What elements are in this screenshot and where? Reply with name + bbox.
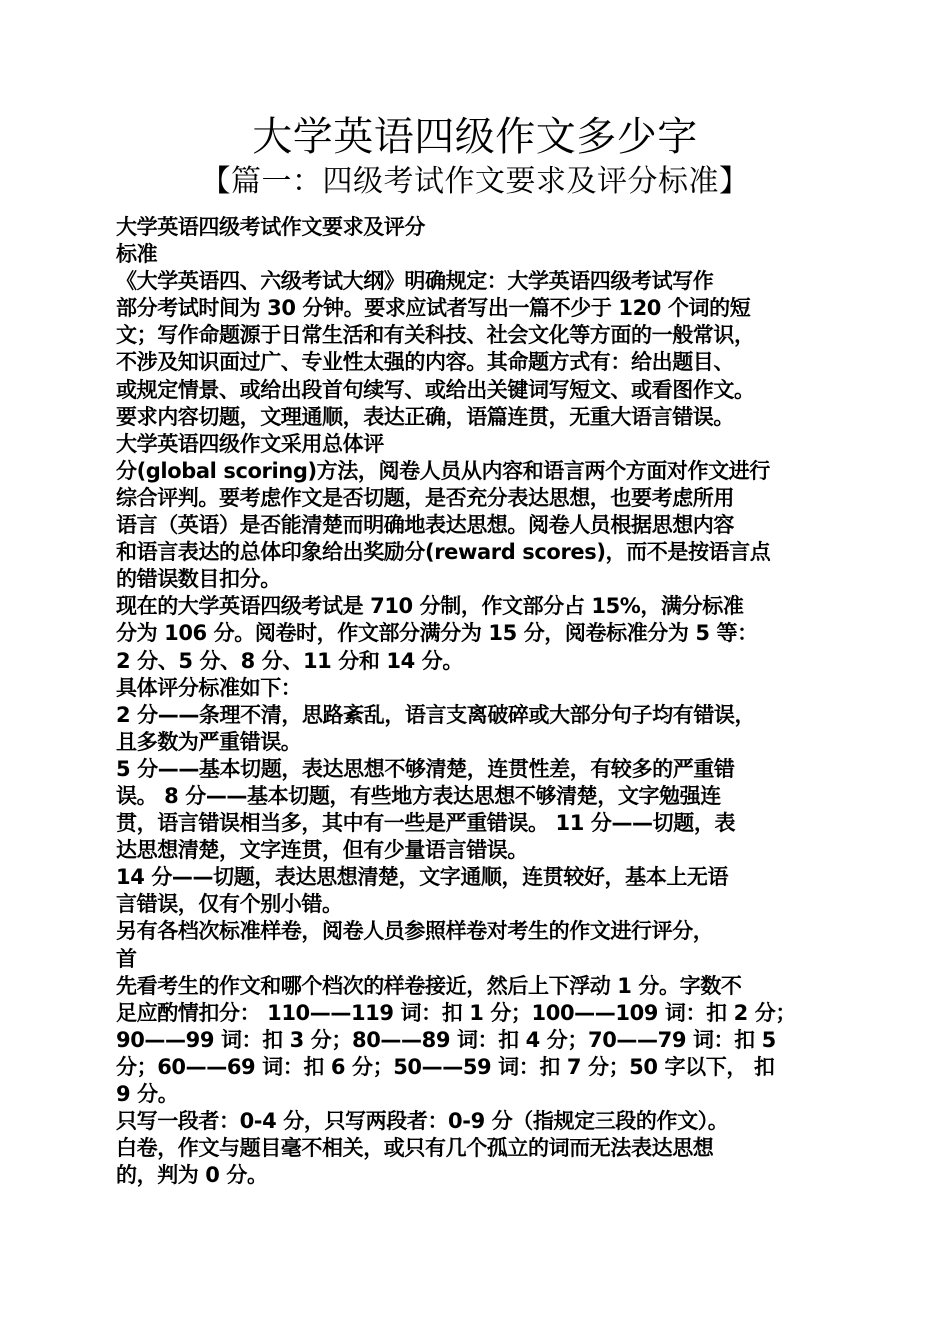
text-line: 足应酌情扣分： 110——119 词：扣 1 分；100——109 词：扣 2 分；	[116, 1000, 796, 1025]
text-line: 另有各档次标准样卷，阅卷人员参照样卷对考生的作文进行评分，	[116, 919, 714, 944]
text-line: 的错误数目扣分。	[116, 567, 281, 592]
text-line: 分；60——69 词：扣 6 分；50——59 词：扣 7 分；50 字以下， 扣	[116, 1054, 775, 1079]
text-line: 现在的大学英语四级考试是 710 分制，作文部分占 15%，满分标准	[116, 594, 744, 619]
text-line: 2 分、5 分、8 分、11 分和 14 分。	[116, 648, 463, 673]
text-line: 90——99 词：扣 3 分；80——89 词：扣 4 分；70——79 词：扣 5	[116, 1027, 776, 1052]
text-line: 只写一段者：0-4 分，只写两段者：0-9 分（指规定三段的作文）。	[116, 1109, 729, 1134]
text-line: 和语言表达的总体印象给出奖励分(reward scores)，而不是按语言点	[116, 540, 771, 565]
text-line: 5 分——基本切题，表达思想不够清楚，连贯性差，有较多的严重错	[116, 756, 735, 781]
document-title: 大学英语四级作文多少字	[252, 114, 698, 160]
text-line: 不涉及知识面过广、专业性太强的内容。其命题方式有：给出题目、	[116, 350, 734, 375]
text-line: 文；写作命题源于日常生活和有关科技、社会文化等方面的一般常识，	[116, 323, 755, 348]
text-line: 大学英语四级考试作文要求及评分	[116, 215, 425, 239]
text-line: 2 分——条理不清，思路紊乱，语言支离破碎或大部分句子均有错误，	[116, 702, 756, 727]
text-line: 分为 106 分。阅卷时，作文部分满分为 15 分，阅卷标准分为 5 等：	[116, 621, 758, 646]
text-line: 标准	[116, 242, 158, 267]
text-line: 贯，语言错误相当多，其中有一些是严重错误。 11 分——切题，表	[116, 811, 736, 836]
text-line: 《大学英语四、六级考试大纲》明确规定：大学英语四级考试写作	[116, 269, 714, 294]
text-line: 具体评分标准如下：	[116, 675, 302, 700]
text-line: 且多数为严重错误。	[116, 729, 302, 754]
text-line: 要求内容切题，文理通顺，表达正确，语篇连贯，无重大语言错误。	[116, 404, 734, 429]
text-line: 误。 8 分——基本切题，有些地方表达思想不够清楚，文字勉强连	[116, 783, 721, 808]
text-line: 14 分——切题，表达思想清楚，文字通顺，连贯较好，基本上无语	[116, 865, 729, 890]
text-line: 达思想清楚，文字连贯，但有少量语言错误。	[116, 838, 528, 863]
text-line: 或规定情景、或给出段首句续写、或给出关键词写短文、或看图作文。	[116, 377, 755, 402]
text-line: 白卷，作文与题目毫不相关，或只有几个孤立的词而无法表达思想	[116, 1136, 714, 1161]
document-subtitle: 【篇一：四级考试作文要求及评分标准】	[200, 164, 750, 199]
text-line: 部分考试时间为 30 分钟。要求应试者写出一篇不少于 120 个词的短	[116, 296, 751, 321]
text-line: 先看考生的作文和哪个档次的样卷接近，然后上下浮动 1 分。字数不	[116, 973, 742, 998]
text-line: 言错误，仅有个别小错。	[116, 892, 343, 917]
text-line: 大学英语四级作文采用总体评	[116, 431, 384, 456]
text-line: 首	[116, 946, 137, 971]
text-line: 语言（英语）是否能清楚而明确地表达思想。阅卷人员根据思想内容	[116, 513, 734, 538]
text-line: 分(global scoring)方法，阅卷人员从内容和语言两个方面对作文进行	[116, 458, 770, 483]
text-line: 综合评判。要考虑作文是否切题，是否充分表达思想，也要考虑所用	[116, 485, 734, 510]
body-text	[116, 214, 846, 1189]
text-line: 的，判为 0 分。	[116, 1163, 268, 1188]
text-line: 9 分。	[116, 1082, 179, 1106]
